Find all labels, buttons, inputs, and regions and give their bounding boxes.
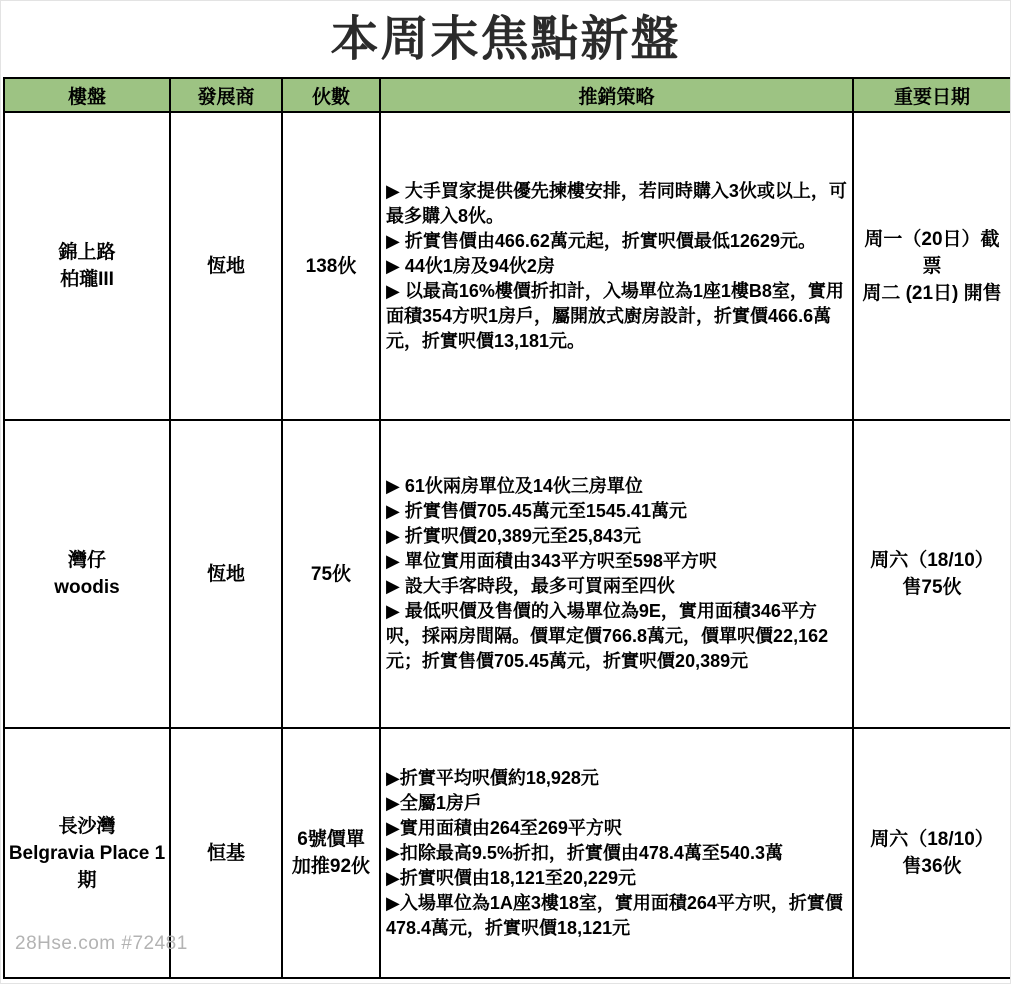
developer-cell: 恆地: [170, 112, 282, 420]
date-cell: [853, 420, 1011, 728]
property-location: 灣仔: [67, 550, 106, 571]
property-location: 錦上路: [58, 242, 116, 263]
strategy-bullet: ▶ 折實售價705.45萬元至1545.41萬元: [386, 501, 687, 521]
date-cell: [853, 112, 1011, 420]
developer-cell: 恒基: [170, 728, 282, 978]
units-line: 6號價單: [297, 829, 365, 850]
date-line: 周二 (21日) 開售: [862, 282, 1002, 304]
header-dates: 重要日期: [853, 78, 1011, 112]
property-name: 柏瓏III: [60, 269, 114, 290]
strategy-bullet: ▶ 單位實用面積由343平方呎至598平方呎: [386, 551, 717, 571]
strategy-bullet: ▶ 大手買家提供優先揀樓安排，若同時購入3伙或以上，可最多購入8伙。: [386, 180, 847, 226]
date-line: 周六（18/10）: [870, 550, 994, 571]
table-row: [4, 112, 1011, 420]
date-line: 售36伙: [902, 856, 962, 877]
date-cell: [853, 728, 1011, 978]
units-cell: [282, 420, 380, 728]
strategy-bullet: ▶折實呎價由18,121至20,229元: [386, 867, 636, 888]
strategy-bullet: ▶扣除最高9.5%折扣，折實價由478.4萬至540.3萬: [386, 842, 783, 863]
strategy-bullet: ▶ 以最高16%樓價折扣計，入場單位為1座1樓B8室，實用面積354方呎1房戶，屬開放式廚房設計，折實價466.6萬元，折實呎價13,181元。: [386, 280, 844, 351]
units-cell: [282, 112, 380, 420]
table-row: [4, 420, 1011, 728]
strategy-bullet: ▶ 61伙兩房單位及14伙三房單位: [386, 476, 643, 496]
table-header-row: [4, 78, 1011, 112]
page-title: 本周末焦點新盤: [330, 13, 681, 66]
strategy-bullet: ▶全屬1房戶: [386, 792, 482, 813]
property-name: Belgravia Place 1期: [8, 842, 166, 891]
strategy-cell: [380, 420, 853, 728]
date-line: 售75伙: [902, 577, 962, 598]
property-table: [3, 77, 1011, 979]
strategy-bullet: ▶ 折實售價由466.62萬元起，折實呎價最低12629元。: [386, 230, 816, 251]
property-cell: [4, 420, 170, 728]
units-line: 138伙: [305, 255, 357, 277]
date-line: 周一（20日）截票: [864, 228, 1000, 277]
strategy-bullet: ▶ 最低呎價及售價的入場單位為9E，實用面積346平方呎，採兩房間隔。價單定價766.8萬元，價單呎價22,162元；折實售價705.45萬元，折實呎價20,389元: [386, 601, 829, 671]
units-cell: [282, 728, 380, 978]
strategy-bullet: ▶ 折實呎價20,389元至25,843元: [386, 526, 641, 546]
header-developer: 發展商: [170, 78, 282, 112]
strategy-bullet: ▶ 44伙1房及94伙2房: [386, 255, 555, 276]
strategy-bullet: ▶入場單位為1A座3樓18室，實用面積264平方呎，折實價478.4萬元，折實呎價18,121元: [386, 892, 843, 938]
strategy-bullet: ▶實用面積由264至269平方呎: [386, 817, 622, 838]
header-units: 伙數: [282, 78, 380, 112]
strategy-cell: [380, 112, 853, 420]
units-line: 75伙: [310, 563, 352, 585]
watermark: 28Hse.com #72481: [15, 933, 188, 954]
header-property: 樓盤: [4, 78, 170, 112]
strategy-cell: [380, 728, 853, 978]
property-cell: [4, 112, 170, 420]
developer-cell: 恆地: [170, 420, 282, 728]
header-strategy: 推銷策略: [380, 78, 853, 112]
property-location: 長沙灣: [58, 815, 116, 837]
strategy-bullet: ▶折實平均呎價約18,928元: [386, 767, 599, 788]
property-name: woodis: [54, 577, 120, 598]
strategy-bullet: ▶ 設大手客時段，最多可買兩至四伙: [386, 576, 675, 596]
date-line: 周六（18/10）: [870, 829, 994, 850]
units-line: 加推92伙: [291, 856, 371, 877]
